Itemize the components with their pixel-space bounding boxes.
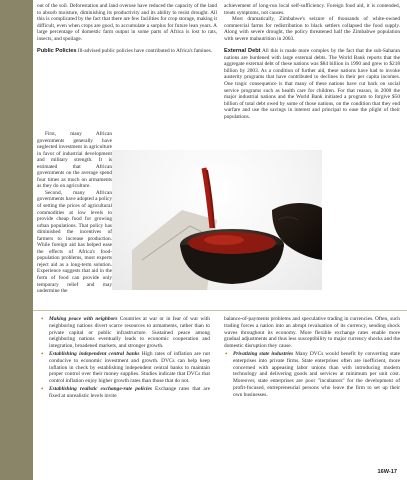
- item-text: High rates of inflation are not conducive to economic investment and growth. DVCs can help keep inflation in check by establishing independent central banks to maintain proper control over their money supplies. Studies indicate that DVCs that control inflation enjoy higher growth rates than those that do not.: [49, 350, 210, 385]
- section-heading-external-debt: External Debt: [224, 48, 261, 55]
- bullet-icon: •: [225, 349, 228, 358]
- left-column-wrap: [37, 131, 112, 295]
- public-policies-intro: [37, 48, 217, 55]
- section-divider: [33, 310, 407, 311]
- page-number: 16W-17: [377, 469, 397, 475]
- bowl-illustration: [112, 150, 322, 290]
- paragraph: out of the soil. Deforestation and land overuse have reduced the capacity of the land to absorb moisture, diminishing its productivity and its ability to resist drought. All this is complicated by the fact that there are few facilities for crop storage, making it difficult, even when crops are good, to accumulate a surplus for future lean years. A large percentage of domestic farm output in some parts of Africa is lost to rats, insects, and spoilage.: [37, 3, 217, 42]
- item-lead: Making peace with neighbors: [49, 316, 118, 322]
- bullet-list-right: [224, 316, 400, 400]
- bullet-icon: •: [41, 384, 44, 393]
- item-lead: Establishing realistic exchange-rate policies: [49, 385, 152, 392]
- item-text: Many DVCs would benefit by converting state enterprises into private firms. State enterprises often are inefficient, more concerned with appeasing labor unions than with introducing modern technology and delivering goods and services at minimum per unit cost. Moreover, state enterprises are poor "incubators" for the development of profit-focused, entrepreneurial persons who leave the firm to set up their own businesses.: [233, 350, 400, 398]
- list-item: [40, 316, 210, 350]
- section-heading-public-policies: Public Policies: [37, 48, 77, 55]
- list-item: [40, 351, 210, 385]
- item-text: Exchange rates that are fixed at unrealistic levels invite: [49, 385, 210, 399]
- paragraph: achievement of long-run local self-sufficiency. Foreign food aid, it is contended, treats symptoms, not causes.: [224, 3, 400, 16]
- food-aid-photo: [112, 150, 322, 290]
- page-margin-band: [0, 0, 33, 480]
- paragraph: First, many African governments generally have neglected investment in agriculture in favor of industrial development and military strength. It is estimated that African governments on the average spend four times as much on armaments as they do on agriculture.: [37, 131, 112, 190]
- item-lead: Establishing independent central banks: [49, 350, 140, 357]
- bullet-icon: •: [41, 349, 44, 358]
- item-lead: Privatizing state industries: [233, 350, 294, 357]
- paragraph: Second, many African governments have adopted a policy of setting the prices of agricultural commodities at low levels to provide cheap food for growing urban populations. That policy has diminished the incentives of farmers to increase production. While foreign aid has helped ease the effects of Africa's food-population problems, most experts reject aid as a long-term solution. Experience suggests that aid in the form of food can provide only temporary relief and may undermine the: [37, 189, 113, 295]
- item-text: balance-of-payments problems and speculative trading in currencies. Often, such trading forces a nation into an abrupt revaluation of its currency, sending shock waves throughout its economy. More flexible exchange rates enable more gradual adjustments and thus less susceptibility to major currency shocks and the domestic disruption they cause.: [224, 316, 400, 350]
- external-debt-paragraph: [224, 48, 400, 120]
- list-item-continued: [224, 316, 400, 350]
- bullet-list-left: [40, 316, 210, 401]
- bullet-icon: •: [41, 315, 44, 323]
- paragraph-text: All this is made more complex by the fact that the sub-Saharan nations are burdened with large external debts. The World Bank reports that the aggregate external debt of these nations was $84 billion in 1990 and grew to $218 billion by 2003. As a condition of further aid, these nations have had to invoke austerity programs that have contributed to declines in their per capita incomes. One tragic consequence is that many of these nations have cut back on social service programs such as health care for children. For that reason, in 2000 the major industrial nations and the World Bank initiated a program to forgive $50 billion of total debt owed by some of those nations, on the condition that they end warfare and use the savings in interest and principal to ease the plight of their populations.: [224, 48, 400, 120]
- list-item: [40, 386, 210, 400]
- paragraph-text: Ill-advised public policies have contributed to Africa's famines.: [77, 48, 213, 55]
- item-text: Countries at war or in fear of war with neighboring nations divert scarce resources to armaments, rather than to private capital or public infrastructure. Sustained peace among neighboring nations eventually leads to economic cooperation and integration, broadened markets, and stronger growth.: [49, 316, 210, 350]
- list-item: [224, 351, 400, 399]
- paragraph: Most dramatically, Zimbabwe's seizure of thousands of white-owned commercial farms for redistribution to black settlers collapsed the food supply. Along with severe drought, the policy threatened half the Zimbabwe population with severe malnutrition in 2003.: [224, 16, 400, 42]
- left-column-top: [37, 3, 217, 55]
- right-column-top: [224, 3, 400, 120]
